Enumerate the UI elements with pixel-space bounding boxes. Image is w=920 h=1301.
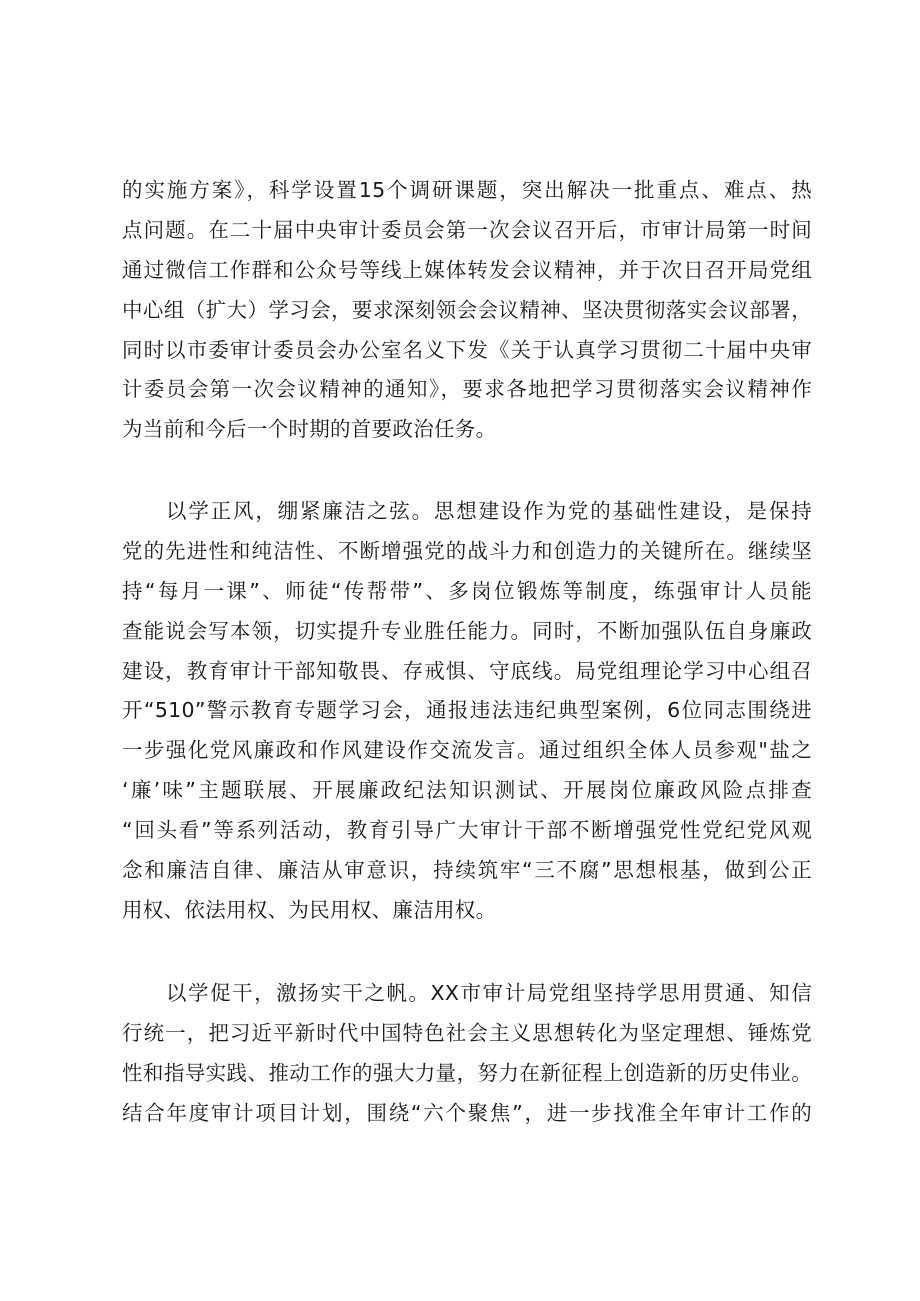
paragraph-line: 同时以市委审计委员会办公室名义下发《关于认真学习贯彻二十届中央审 bbox=[122, 337, 812, 362]
paragraph-3 bbox=[122, 974, 812, 1134]
paragraph-1 bbox=[122, 171, 812, 450]
paragraph-2 bbox=[122, 492, 812, 931]
paragraph-line: 通过微信工作群和公众号等线上媒体转发会议精神，并于次日召开局党组 bbox=[122, 257, 812, 282]
paragraph-line: 查能说会写本领，切实提升专业胜任能力。同时，不断加强队伍自身廉政 bbox=[122, 618, 812, 643]
paragraph-line: 一步强化党风廉政和作风建设作交流发言。通过组织全体人员参观"盐之 bbox=[122, 738, 812, 763]
paragraph-line: 用权、依法用权、为民用权、廉洁用权。 bbox=[122, 897, 497, 922]
paragraph-line: 念和廉洁自律、廉洁从审意识，持续筑牢“三不腐”思想根基，做到公正 bbox=[122, 858, 812, 883]
paragraph-line: 建设，教育审计干部知敬畏、存戒惧、守底线。局党组理论学习中心组召 bbox=[122, 658, 812, 683]
paragraph-line: 性和指导实践、推动工作的强大力量，努力在新征程上创造新的历史伟业。 bbox=[122, 1060, 812, 1085]
paragraph-line: 中心组（扩大）学习会，要求深刻领会会议精神、坚决贯彻落实会议部署， bbox=[122, 297, 812, 322]
paragraph-line: 行统一，把习近平新时代中国特色社会主义思想转化为坚定理想、锤炼党 bbox=[122, 1020, 812, 1045]
paragraph-line: 以学促干，激扬实干之帆。XX市审计局党组坚持学思用贯通、知信 bbox=[166, 981, 812, 1005]
paragraph-line: 以学正风，绷紧廉洁之弦。思想建设作为党的基础性建设，是保持 bbox=[166, 499, 812, 523]
paragraph-line: 为当前和今后一个时期的首要政治任务。 bbox=[122, 417, 497, 442]
paragraph-line: ‘廉’味”主题联展、开展廉政纪法知识测试、开展岗位廉政风险点排查 bbox=[122, 778, 812, 803]
paragraph-line: 点问题。在二十届中央审计委员会第一次会议召开后，市审计局第一时间 bbox=[122, 217, 812, 242]
paragraph-line: 计委员会第一次会议精神的通知》，要求各地把学习贯彻落实会议精神作 bbox=[122, 377, 812, 402]
paragraph-line: 结合年度审计项目计划，围绕“六个聚焦”，进一步找准全年审计工作的 bbox=[122, 1100, 812, 1125]
paragraph-line: 开“510”警示教育专题学习会，通报违法违纪典型案例，6位同志围绕进 bbox=[122, 698, 812, 723]
paragraph-line: 党的先进性和纯洁性、不断增强党的战斗力和创造力的关键所在。继续坚 bbox=[122, 538, 812, 563]
paragraph-line: “回头看”等系列活动，教育引导广大审计干部不断增强党性党纪党风观 bbox=[122, 818, 812, 843]
paragraph-line: 的实施方案》，科学设置15个调研课题，突出解决一批重点、难点、热 bbox=[122, 178, 812, 202]
paragraph-line: 持“每月一课”、师徒“传帮带”、多岗位锻炼等制度，练强审计人员能 bbox=[122, 578, 812, 603]
